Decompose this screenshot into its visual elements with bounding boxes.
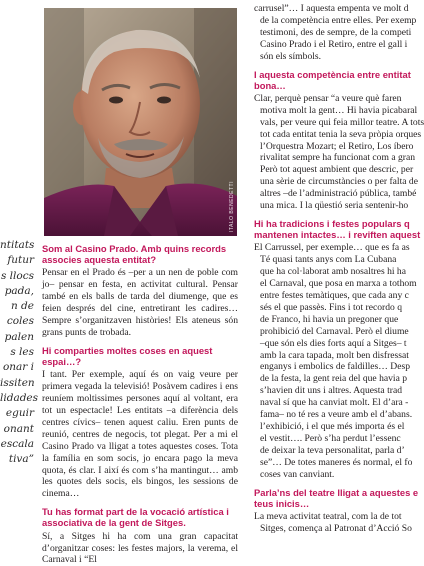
pull-quote-line: tiva” <box>8 453 34 466</box>
answer-line: que ha col·laborat amb nosaltres hi ha <box>260 266 406 278</box>
answer-line: s’havien dit uns i altres. Aquesta trad <box>260 385 403 397</box>
answer-line: una sèrie de circumstàncies o per falta de <box>260 176 418 188</box>
answer-line: enganys i embolics de faldilles… Desp <box>260 361 411 373</box>
pull-quote-line: palen <box>4 330 34 343</box>
pull-quote-line: futur <box>7 254 34 267</box>
answer-line: naval sí que ha canviat molt. El d’ara - <box>260 397 409 409</box>
pull-quote-line: escala <box>0 437 34 450</box>
pull-quote-line: n de <box>10 300 34 313</box>
right-column <box>254 3 424 535</box>
question-line: bona… <box>254 79 286 91</box>
answer-line: motiva molt la gent… Hi havia picabaral <box>260 104 418 116</box>
pull-quote-line: s llocs <box>0 269 34 282</box>
answer-line: Té quasi tants anys com La Cubana <box>260 254 397 266</box>
answer-line: de Franco, hi havia un pregoner que <box>260 313 399 325</box>
photo-credit: ITALO BENEDETTI <box>229 180 235 232</box>
question-line: I aquesta competència entre entitat <box>254 68 411 80</box>
answer-line: testimoni, des de sempre, de la competi <box>260 26 412 38</box>
answer-line: prohibició del Carnaval. Però el diume <box>260 325 409 337</box>
answer-line: l’exhibició, i el que més importa és el <box>260 421 405 432</box>
answer-line: –que són els dies forts aquí a Sitges– t <box>260 337 407 349</box>
answer-line: La meva activitat teatral, com la de tot <box>254 510 402 522</box>
answer-line: entre festes temàtiques, que cada any c <box>260 290 409 302</box>
interview-question <box>254 218 421 241</box>
answer-line: el Carnaval, que posa en marxa a tothom <box>260 278 417 290</box>
pull-quote-line: issiten <box>0 376 35 389</box>
answer-line: Però tot aquest ambient que descric, per <box>260 164 414 176</box>
answer-line: de deixar la teva personalitat, parla d’ <box>260 444 405 456</box>
interview-question <box>254 68 411 91</box>
pull-quote <box>0 238 39 467</box>
question-line: Parla’ns del teatre lligat a aquestes e <box>254 486 419 498</box>
answer-line: amb la cara tapada, molt ben disfressat <box>260 349 409 361</box>
interview-answer: Sí, a Sitges hi ha com una gran capacitat d’organitzar coses: les festes majors, la verema, el Carnaval i “El <box>42 530 238 566</box>
portrait-illustration <box>44 8 237 236</box>
answer-line: Casino Prado i el Retiro, entre el gall i <box>260 38 408 50</box>
answer-line: se”… De totes maneres és normal, el fo <box>260 456 413 468</box>
answer-line: coses van canviant. <box>260 468 335 480</box>
pull-quote-line: lidades <box>0 391 39 404</box>
pull-quote-line: ntitats <box>0 239 35 251</box>
answer-line: altres –de l’administració pública, també <box>260 188 417 200</box>
answer-line: una mica. I la qüestió seria sentenir-ho <box>260 200 409 212</box>
interview-answer: Pensar en el Prado és –per a un nen de poble com jo– pensar en festa, en activitat cultural. Pensar també en els balls de tarda del diumenge, que es feien després del cine, entretirant les cadires… Sempre s’organitzaven històries! Els ateneus són grans punts de trobada. <box>42 267 238 338</box>
interview-question: Hi comparties moltes coses en aquest espai…? <box>42 344 213 368</box>
pull-quote-line: s les <box>10 346 34 359</box>
answer-line: sés el que passès. Fins i tot recordo q <box>260 301 403 313</box>
question-line: Hi ha tradicions i festes populars q <box>254 218 410 229</box>
pull-quote-line: pada, <box>4 284 34 297</box>
answer-line: Sitges, comença al Patronat d’Acció So <box>260 522 412 534</box>
pull-quote-line: onar i <box>2 361 34 374</box>
answer-line: vals, per veure qui feia millor teatre. A tots <box>260 116 424 128</box>
interview-question: Tu has format part de la vocació artística i associativa de la gent de Sitges. <box>42 506 229 529</box>
pull-quote-line: coles <box>6 315 34 328</box>
interview-question <box>254 486 419 509</box>
answer-line: Clar, perquè pensar “a veure què faren <box>254 92 402 104</box>
answer-line: El Carrussel, per exemple… que es fa as <box>254 242 410 254</box>
question-line: teus inicis… <box>254 497 310 509</box>
answer-line: fama– no té res a veure amb el d’abans. <box>260 409 413 421</box>
answer-line: rivalitat sempre ha funcionat com a gran <box>260 152 416 164</box>
pull-quote-line: eguir <box>5 407 34 420</box>
pull-quote-line: onant <box>3 422 34 435</box>
answer-line: de la festa, la gent reia del que havia p <box>260 373 408 385</box>
answer-line: són els símbols. <box>260 50 322 62</box>
question-line: mantenen intactes… i reviften aquest <box>254 229 421 241</box>
answer-line: el vestit…. Però s’ha perdut l’essenc <box>260 432 401 444</box>
portrait-photo <box>44 8 237 236</box>
middle-column <box>42 243 238 566</box>
answer-line: tot cada entitat tenia la seva pròpia orques <box>260 128 422 140</box>
answer-line: de la competència entre elles. Per exemp <box>260 14 417 26</box>
answer-line: carrusel”… I aquesta empenta ve molt d <box>254 3 409 14</box>
interview-answer: I tant. Per exemple, aquí és on vaig veure per primera vegada la televisió! Posàvem cadires i ens reuníem moltissimes persones aquí al voltant, era tot un espectacle! Les entitats –a diferència dels centres cívics– tenen aquest caliu. Eren punts de reunió, centres de negocis, tot plegat. Per a mi el Casino Prado va lligat a totes aquestes coses. Tota la família en som socis, jo encara pago la meva quota, és clar. I així és com s’ha mantingut… amb les quotes dels socis, els bingos, les sessions de cinema… <box>42 369 238 500</box>
answer-line: l’Orquestra Mozart; el Retiro, Los íbero <box>260 140 414 152</box>
interview-question: Som al Casino Prado. Amb quins records associes aquesta entitat? <box>42 243 227 266</box>
